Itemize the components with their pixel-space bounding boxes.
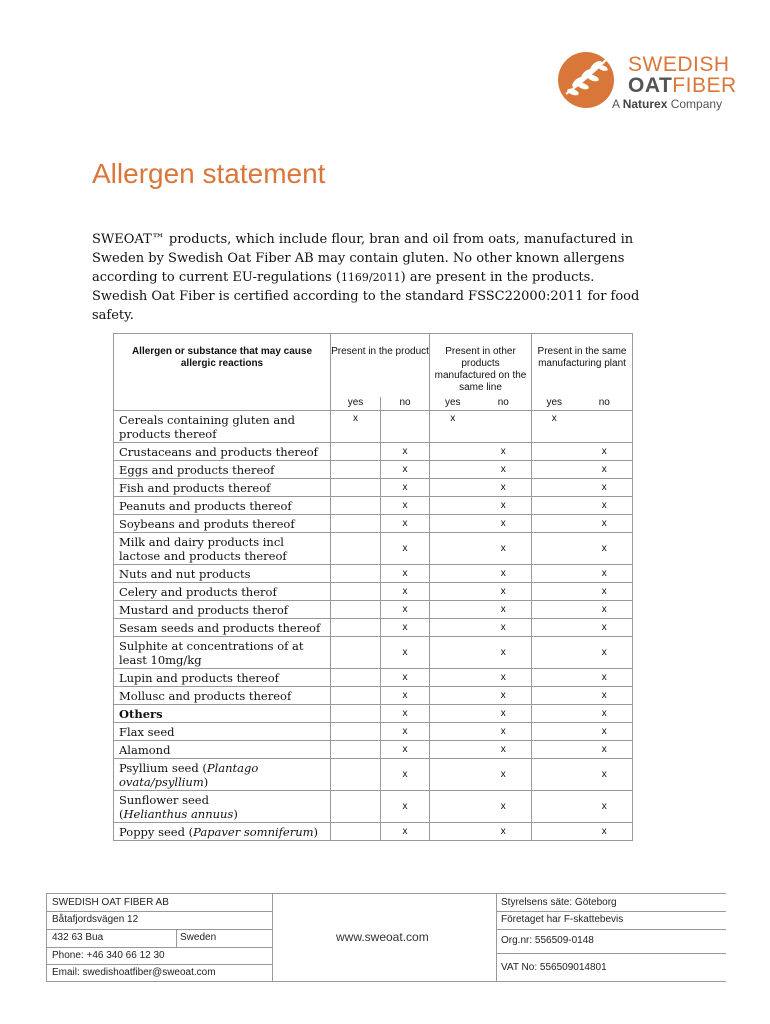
mark-cell: x <box>476 442 532 460</box>
mark-cell: x <box>476 478 532 496</box>
footer-tax-status: Företaget har F-skattebevis <box>501 914 624 925</box>
allergen-table <box>113 333 633 841</box>
mark-cell <box>430 478 476 496</box>
mark-cell <box>430 668 476 686</box>
allergen-name: Poppy seed (Papaver somniferum) <box>114 822 331 840</box>
logo-word-oatfiber <box>628 75 737 97</box>
intro-regulation: 1169/2011 <box>340 271 401 284</box>
mark-cell: x <box>476 740 532 758</box>
mark-cell <box>430 758 476 790</box>
mark-cell: x <box>381 478 430 496</box>
mark-cell: x <box>577 564 633 582</box>
mark-cell: x <box>476 496 532 514</box>
mark-cell: x <box>476 582 532 600</box>
mark-cell <box>331 564 381 582</box>
table-row <box>114 704 633 722</box>
mark-cell: x <box>381 740 430 758</box>
intro-text-part1: SWEOAT™ products, which include flour, bran and oil from oats, manufactured in Sweden by Swedish Oat Fiber AB may contain gluten. No other known allergens according to current EU-regulations ( <box>92 232 634 285</box>
table-row <box>114 582 633 600</box>
mark-cell <box>430 442 476 460</box>
mark-cell: x <box>381 618 430 636</box>
mark-cell <box>430 722 476 740</box>
mark-cell <box>430 564 476 582</box>
mark-cell: x <box>577 790 633 822</box>
mark-cell <box>532 790 577 822</box>
mark-cell: x <box>577 532 633 564</box>
mark-cell: x <box>577 758 633 790</box>
mark-cell: x <box>577 822 633 840</box>
mark-cell <box>331 442 381 460</box>
mark-cell: x <box>577 478 633 496</box>
mark-cell <box>532 704 577 722</box>
yes-label: yes <box>331 397 381 411</box>
mark-cell <box>532 822 577 840</box>
mark-cell: x <box>577 704 633 722</box>
footer <box>46 893 726 983</box>
mark-cell <box>331 686 381 704</box>
mark-cell <box>331 790 381 822</box>
mark-cell: x <box>476 460 532 478</box>
mark-cell: x <box>476 668 532 686</box>
mark-cell <box>430 532 476 564</box>
allergen-name: Nuts and nut products <box>114 564 331 582</box>
table-row <box>114 822 633 840</box>
mark-cell: x <box>476 636 532 668</box>
allergen-name: Celery and products therof <box>114 582 331 600</box>
table-row <box>114 758 633 790</box>
yes-label: yes <box>532 397 577 411</box>
mark-cell: x <box>577 636 633 668</box>
mark-cell <box>532 600 577 618</box>
allergen-name: Flax seed <box>114 722 331 740</box>
allergen-name: Eggs and products thereof <box>114 460 331 478</box>
footer-vat: VAT No: 556509014801 <box>501 962 607 973</box>
mark-cell: x <box>381 722 430 740</box>
mark-cell <box>532 532 577 564</box>
mark-cell: x <box>476 790 532 822</box>
allergen-name: Cereals containing gluten and products thereof <box>114 410 331 442</box>
mark-cell <box>430 686 476 704</box>
mark-cell: x <box>381 564 430 582</box>
table-row <box>114 514 633 532</box>
mark-cell <box>532 460 577 478</box>
header-present-other-products: Present in other products manufactured on the same line <box>430 334 532 397</box>
table-row <box>114 410 633 442</box>
no-label: no <box>381 397 430 411</box>
mark-cell <box>532 668 577 686</box>
mark-cell: x <box>577 686 633 704</box>
mark-cell: x <box>381 790 430 822</box>
mark-cell: x <box>381 496 430 514</box>
mark-cell: x <box>577 600 633 618</box>
mark-cell <box>532 496 577 514</box>
mark-cell <box>532 582 577 600</box>
header-allergen: Allergen or substance that may cause allergic reactions <box>114 334 331 411</box>
mark-cell <box>331 460 381 478</box>
table-row <box>114 686 633 704</box>
mark-cell: x <box>381 704 430 722</box>
mark-cell <box>532 686 577 704</box>
allergen-name: Lupin and products thereof <box>114 668 331 686</box>
footer-street: Båtafjordsvägen 12 <box>52 914 139 925</box>
mark-cell: x <box>381 822 430 840</box>
footer-country: Sweden <box>180 932 217 943</box>
mark-cell: x <box>381 582 430 600</box>
mark-cell <box>331 478 381 496</box>
footer-company-name: SWEDISH OAT FIBER AB <box>52 897 169 908</box>
intro-text-part2: ) are present in the products. Swedish Oat Fiber is certified according to the standard FSSC22000:2011 for food safety. <box>92 270 640 323</box>
footer-website-link[interactable]: www.sweoat.com <box>336 930 429 944</box>
mark-cell: x <box>476 686 532 704</box>
no-label: no <box>577 397 633 411</box>
header-present-plant: Present in the same manufacturing plant <box>532 334 633 397</box>
mark-cell <box>331 618 381 636</box>
intro-paragraph <box>92 230 652 325</box>
mark-cell <box>430 514 476 532</box>
logo-word-oat: OAT <box>628 74 673 97</box>
mark-cell: x <box>577 496 633 514</box>
mark-cell <box>331 496 381 514</box>
mark-cell: x <box>430 410 476 442</box>
mark-cell <box>331 740 381 758</box>
logo-word-swedish: SWEDISH <box>628 53 730 76</box>
mark-cell <box>381 410 430 442</box>
table-row <box>114 636 633 668</box>
logo-tagline <box>612 97 722 111</box>
mark-cell <box>331 600 381 618</box>
mark-cell: x <box>476 618 532 636</box>
mark-cell: x <box>381 442 430 460</box>
mark-cell: x <box>381 668 430 686</box>
mark-cell: x <box>476 532 532 564</box>
mark-cell: x <box>476 758 532 790</box>
mark-cell: x <box>381 514 430 532</box>
mark-cell: x <box>476 704 532 722</box>
mark-cell <box>331 532 381 564</box>
mark-cell <box>430 618 476 636</box>
mark-cell: x <box>577 740 633 758</box>
mark-cell <box>430 822 476 840</box>
mark-cell <box>532 618 577 636</box>
table-row <box>114 564 633 582</box>
yes-label: yes <box>430 397 476 411</box>
mark-cell: x <box>476 822 532 840</box>
allergen-name: Soybeans and produts thereof <box>114 514 331 532</box>
mark-cell <box>331 582 381 600</box>
mark-cell: x <box>381 532 430 564</box>
table-row <box>114 668 633 686</box>
mark-cell <box>331 758 381 790</box>
mark-cell <box>331 514 381 532</box>
mark-cell <box>430 460 476 478</box>
allergen-rows <box>114 410 633 840</box>
footer-board-seat: Styrelsens säte: Göteborg <box>501 897 617 908</box>
table-row <box>114 460 633 478</box>
allergen-name: Psyllium seed (Plantago ovata/psyllium) <box>114 758 331 790</box>
mark-cell <box>331 822 381 840</box>
allergen-name: Mollusc and products thereof <box>114 686 331 704</box>
mark-cell: x <box>381 460 430 478</box>
mark-cell <box>532 564 577 582</box>
allergen-name: Fish and products thereof <box>114 478 331 496</box>
mark-cell: x <box>381 636 430 668</box>
table-row <box>114 600 633 618</box>
table-row <box>114 532 633 564</box>
company-logo <box>556 40 736 110</box>
mark-cell <box>430 740 476 758</box>
mark-cell: x <box>381 686 430 704</box>
footer-phone: Phone: +46 340 66 12 30 <box>52 950 165 961</box>
page-title: Allergen statement <box>92 158 326 189</box>
logo-tag-brand: Naturex <box>622 97 668 111</box>
mark-cell: x <box>577 514 633 532</box>
allergen-name: Sesam seeds and products thereof <box>114 618 331 636</box>
mark-cell: x <box>577 582 633 600</box>
header-present-product: Present in the product <box>331 334 430 397</box>
mark-cell <box>430 790 476 822</box>
mark-cell: x <box>381 758 430 790</box>
table-row <box>114 478 633 496</box>
mark-cell <box>532 478 577 496</box>
allergen-name: Peanuts and products thereof <box>114 496 331 514</box>
footer-org-nr: Org.nr: 556509-0148 <box>501 935 594 946</box>
logo-word-fiber: FIBER <box>672 74 737 97</box>
logo-tag-suffix: Company <box>670 97 723 111</box>
mark-cell <box>532 636 577 668</box>
table-row <box>114 740 633 758</box>
mark-cell <box>430 582 476 600</box>
table-row <box>114 790 633 822</box>
mark-cell <box>532 514 577 532</box>
mark-cell <box>331 722 381 740</box>
mark-cell <box>430 600 476 618</box>
allergen-name: Crustaceans and products thereof <box>114 442 331 460</box>
mark-cell: x <box>577 460 633 478</box>
mark-cell <box>430 704 476 722</box>
allergen-name: Milk and dairy products incl lactose and products thereof <box>114 532 331 564</box>
footer-email[interactable]: Email: swedishoatfiber@sweoat.com <box>52 967 216 978</box>
mark-cell <box>532 442 577 460</box>
mark-cell <box>331 704 381 722</box>
table-row <box>114 442 633 460</box>
mark-cell: x <box>476 514 532 532</box>
table-row <box>114 496 633 514</box>
mark-cell: x <box>331 410 381 442</box>
mark-cell <box>532 722 577 740</box>
mark-cell: x <box>381 600 430 618</box>
allergen-name: Sulphite at concentrations of at least 10mg/kg <box>114 636 331 668</box>
mark-cell: x <box>577 442 633 460</box>
mark-cell: x <box>577 668 633 686</box>
allergen-name: Alamond <box>114 740 331 758</box>
mark-cell: x <box>476 600 532 618</box>
mark-cell <box>430 496 476 514</box>
mark-cell <box>476 410 532 442</box>
mark-cell <box>331 668 381 686</box>
mark-cell <box>577 410 633 442</box>
mark-cell <box>532 740 577 758</box>
footer-postal: 432 63 Bua <box>52 932 104 943</box>
table-row <box>114 618 633 636</box>
mark-cell: x <box>476 564 532 582</box>
mark-cell <box>430 636 476 668</box>
table-row <box>114 722 633 740</box>
allergen-name: Mustard and products therof <box>114 600 331 618</box>
mark-cell <box>331 636 381 668</box>
mark-cell: x <box>577 722 633 740</box>
allergen-name: Sunflower seed (Helianthus annuus) <box>114 790 331 822</box>
mark-cell: x <box>532 410 577 442</box>
mark-cell: x <box>476 722 532 740</box>
mark-cell: x <box>577 618 633 636</box>
mark-cell <box>532 758 577 790</box>
logo-tag-prefix: A <box>612 97 620 111</box>
allergen-name: Others <box>114 704 331 722</box>
no-label: no <box>476 397 532 411</box>
